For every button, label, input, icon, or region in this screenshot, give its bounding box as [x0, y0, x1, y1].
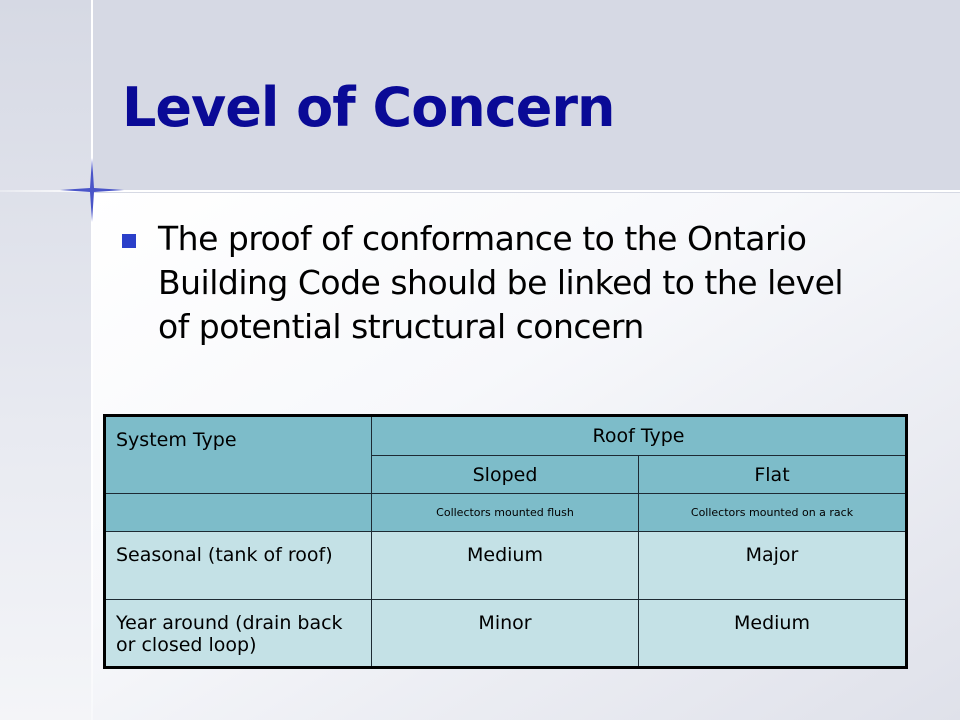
concern-table: [103, 414, 908, 669]
row-flat-cell: Medium: [639, 600, 907, 668]
vertical-divider-line: [91, 0, 93, 720]
header-empty-cell: [105, 494, 372, 532]
flat-note: Collectors mounted on a rack: [639, 494, 907, 532]
slide-title: Level of Concern: [122, 76, 615, 139]
row-sloped-cell: Medium: [372, 532, 639, 600]
row-system-cell: Seasonal (tank of roof): [105, 532, 372, 600]
sparkle-star-icon: [60, 158, 124, 222]
bullet-item: [122, 217, 882, 349]
header-flat: Flat: [639, 456, 907, 494]
row-sloped-cell: Minor: [372, 600, 639, 668]
sloped-note: Collectors mounted flush: [372, 494, 639, 532]
row-flat-cell: Major: [639, 532, 907, 600]
header-roof-type: Roof Type: [372, 416, 907, 456]
bullet-square-icon: [122, 234, 136, 248]
table-row: [105, 532, 907, 600]
row-system-cell: Year around (drain back or closed loop): [105, 600, 372, 668]
header-sloped: Sloped: [372, 456, 639, 494]
table-row: [105, 600, 907, 668]
bullet-text: The proof of conformance to the Ontario Building Code should be linked to the level of potential structural concern: [158, 219, 844, 346]
background-left-panel: [0, 0, 92, 720]
horizontal-divider-line: [0, 190, 960, 192]
header-system-type: System Type: [105, 416, 372, 494]
